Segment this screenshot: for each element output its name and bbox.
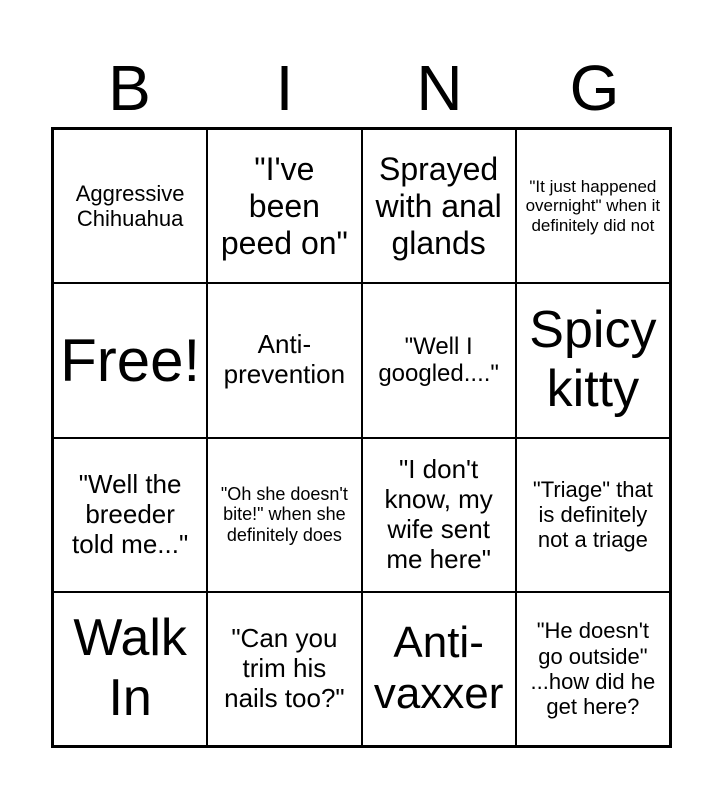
bingo-cell[interactable] bbox=[362, 438, 516, 592]
bingo-cell[interactable] bbox=[53, 592, 207, 746]
bingo-cell[interactable] bbox=[516, 592, 670, 746]
bingo-cell[interactable] bbox=[516, 129, 670, 283]
bingo-cell-text: Aggressive Chihuahua bbox=[75, 180, 185, 232]
bingo-cell-text: "I've been peed on" bbox=[220, 150, 348, 261]
free-space-text: Free! bbox=[60, 326, 201, 394]
bingo-cell[interactable] bbox=[207, 129, 361, 283]
bingo-cell[interactable] bbox=[207, 592, 361, 746]
bingo-cell[interactable] bbox=[207, 438, 361, 592]
bingo-header bbox=[52, 50, 672, 126]
bingo-cell-text: "Triage" that is definitely not a triage bbox=[532, 476, 653, 553]
bingo-cell-text: Anti-vaxxer bbox=[373, 618, 504, 718]
bingo-cell-text: "Well I googled...." bbox=[378, 332, 499, 388]
bingo-cell-text: "He doesn't go outside" ...how did he get here? bbox=[530, 618, 656, 720]
bingo-cell-text: Anti-prevention bbox=[223, 329, 346, 390]
bingo-cell-text: "It just happened overnight" when it definitely did not bbox=[525, 176, 661, 235]
bingo-cell-text: "I don't know, my wife sent me here" bbox=[384, 453, 493, 574]
header-letter-g: G bbox=[569, 52, 620, 124]
bingo-cell[interactable] bbox=[207, 283, 361, 437]
bingo-board bbox=[51, 127, 672, 748]
bingo-cell-text: Spicy kitty bbox=[529, 300, 657, 419]
bingo-cell[interactable] bbox=[516, 283, 670, 437]
bingo-cell[interactable] bbox=[362, 592, 516, 746]
bingo-cell[interactable] bbox=[516, 438, 670, 592]
bingo-cell[interactable] bbox=[53, 129, 207, 283]
bingo-cell-text: Walk In bbox=[73, 609, 187, 727]
bingo-cell-text: "Can you trim his nails too?" bbox=[224, 623, 345, 713]
bingo-cell[interactable] bbox=[362, 129, 516, 283]
free-space-cell[interactable] bbox=[53, 283, 207, 437]
bingo-cell-text: Sprayed with anal glands bbox=[375, 150, 502, 261]
bingo-cell[interactable] bbox=[53, 438, 207, 592]
bingo-cell-text: "Oh she doesn't bite!" when she definitely does bbox=[220, 483, 348, 545]
header-letter-n: N bbox=[416, 52, 463, 124]
header-letter-i: I bbox=[275, 52, 294, 124]
bingo-cell[interactable] bbox=[362, 283, 516, 437]
header-letter-b: B bbox=[108, 52, 151, 124]
bingo-cell-text: "Well the breeder told me..." bbox=[72, 468, 189, 559]
